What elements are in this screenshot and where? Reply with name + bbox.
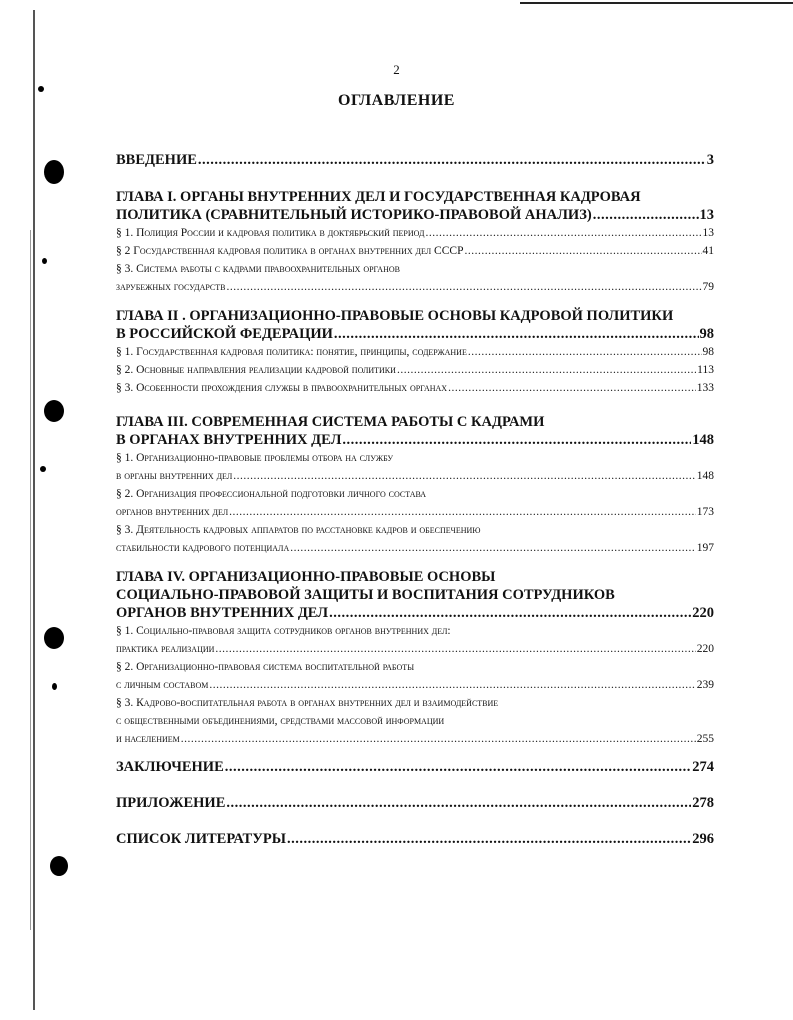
chapter-4-section-3-line3: и населением xyxy=(116,733,180,745)
chapter-2-section-3: § 3. Особенности прохождения службы в правоохранительных органах xyxy=(116,382,448,394)
chapter-3-section-3-page: 197 xyxy=(696,542,714,554)
conclusion-page: 274 xyxy=(692,759,714,775)
toc-appendix xyxy=(116,794,714,812)
chapter-3-section-3-line2: стабильности кадрового потенциала xyxy=(116,542,290,554)
introduction-page: 3 xyxy=(706,152,714,168)
chapter-1-title-line1: ГЛАВА I. ОРГАНЫ ВНУТРЕННИХ ДЕЛ И ГОСУДАРСТВЕННАЯ КАДРОВАЯ xyxy=(116,189,641,205)
scan-speck-4 xyxy=(52,683,57,690)
page-number: 2 xyxy=(393,62,400,77)
appendix-page: 278 xyxy=(692,795,714,811)
scan-speck-3 xyxy=(40,466,46,472)
punch-hole-2 xyxy=(44,400,64,422)
chapter-2-section-1: § 1. Государственная кадровая политика: понятие, принципы, содержание xyxy=(116,346,467,358)
scan-edge-left xyxy=(33,10,35,1010)
page-title: ОГЛАВЛЕНИЕ xyxy=(338,92,455,109)
toc-chapter-2 xyxy=(116,307,714,397)
punch-hole-4 xyxy=(50,856,68,876)
chapter-1-section-1: § 1. Полиция России и кадровая политика в доктябрьский период xyxy=(116,227,425,239)
chapter-1-title-line2: ПОЛИТИКА (СРАВНИТЕЛЬНЫЙ ИСТОРИКО-ПРАВОВОЙ АНАЛИЗ) xyxy=(116,207,592,223)
chapter-3-section-1-line1: § 1. Организационно-правовые проблемы отбора на службу xyxy=(116,452,394,464)
chapter-1-section-1-page: 13 xyxy=(702,227,714,239)
chapter-3-section-2-page: 173 xyxy=(696,506,714,518)
chapter-1-section-2: § 2 Государственная кадровая политика в органах внутренних дел СССР xyxy=(116,245,464,257)
chapter-4-section-2-page: 239 xyxy=(696,679,714,691)
scan-edge-left-faint xyxy=(30,230,31,930)
chapter-4-section-1-line2: практика реализации xyxy=(116,643,215,655)
chapter-2-page: 98 xyxy=(699,326,714,342)
chapter-3-section-1-line2: в органы внутренних дел xyxy=(116,470,233,482)
chapter-4-section-3-line2: с общественными объединениями, средствами массовой информации xyxy=(116,715,445,727)
chapter-3-title-line1: ГЛАВА III. СОВРЕМЕННАЯ СИСТЕМА РАБОТЫ С КАДРАМИ xyxy=(116,414,545,430)
chapter-2-section-2-page: 113 xyxy=(697,364,714,376)
chapter-3-section-2-line1: § 2. Организация профессиональной подготовки личного состава xyxy=(116,488,427,500)
chapter-3-page: 148 xyxy=(692,432,714,448)
toc-chapter-1 xyxy=(116,188,714,296)
toc-conclusion xyxy=(116,758,714,776)
toc-chapter-3 xyxy=(116,413,714,557)
chapter-4-section-2-line1: § 2. Организационно-правовая система воспитательной работы xyxy=(116,661,415,673)
chapter-2-title-line1: ГЛАВА II . ОРГАНИЗАЦИОННО-ПРАВОВЫЕ ОСНОВЫ КАДРОВОЙ ПОЛИТИКИ xyxy=(116,308,674,324)
chapter-3-section-2-line2: органов внутренних дел xyxy=(116,506,229,518)
chapter-1-page: 13 xyxy=(699,207,714,223)
chapter-2-section-3-page: 133 xyxy=(696,382,714,394)
chapter-1-section-3-line2: зарубежных государств xyxy=(116,281,226,293)
chapter-4-section-1-page: 220 xyxy=(696,643,714,655)
chapter-4-page: 220 xyxy=(692,605,714,621)
chapter-1-section-2-page: 41 xyxy=(702,245,714,257)
chapter-4-section-2-line2: с личным составом xyxy=(116,679,209,691)
scan-edge-top xyxy=(520,2,793,4)
chapter-3-title-line2: В ОРГАНАХ ВНУТРЕННИХ ДЕЛ xyxy=(116,432,342,448)
chapter-4-title-line1: ГЛАВА IV. ОРГАНИЗАЦИОННО-ПРАВОВЫЕ ОСНОВЫ xyxy=(116,569,496,585)
chapter-4-title-line3: ОРГАНОВ ВНУТРЕННИХ ДЕЛ xyxy=(116,605,329,621)
punch-hole-1 xyxy=(44,160,64,184)
scan-speck-2 xyxy=(42,258,47,264)
toc-chapter-4 xyxy=(116,568,714,748)
conclusion-label: ЗАКЛЮЧЕНИЕ xyxy=(116,759,224,775)
references-page: 296 xyxy=(692,831,714,847)
chapter-2-section-1-page: 98 xyxy=(702,346,714,358)
chapter-2-title-line2: В РОССИЙСКОЙ ФЕДЕРАЦИИ xyxy=(116,326,333,342)
chapter-4-section-1-line1: § 1. Социально-правовая защита сотрудников органов внутренних дел: xyxy=(116,625,451,637)
toc-references xyxy=(116,830,714,848)
introduction-label: ВВЕДЕНИЕ xyxy=(116,152,197,168)
chapter-3-section-1-page: 148 xyxy=(696,470,714,482)
chapter-2-section-2: § 2. Основные направления реализации кадровой политики xyxy=(116,364,396,376)
references-label: СПИСОК ЛИТЕРАТУРЫ xyxy=(116,831,286,847)
chapter-4-section-3-line1: § 3. Кадрово-воспитательная работа в органах внутренних дел и взаимодействие xyxy=(116,697,499,709)
chapter-1-section-3-line1: § 3. Система работы с кадрами правоохранительных органов xyxy=(116,263,400,275)
appendix-label: ПРИЛОЖЕНИЕ xyxy=(116,795,226,811)
chapter-4-section-3-page: 255 xyxy=(696,733,714,745)
toc-introduction xyxy=(116,151,714,169)
chapter-4-title-line2: СОЦИАЛЬНО-ПРАВОВОЙ ЗАЩИТЫ И ВОСПИТАНИЯ СОТРУДНИКОВ xyxy=(116,587,615,603)
punch-hole-3 xyxy=(44,627,64,649)
chapter-1-section-3-page: 79 xyxy=(702,281,714,293)
chapter-3-section-3-line1: § 3. Деятельность кадровых аппаратов по расстановке кадров и обеспечению xyxy=(116,524,481,536)
